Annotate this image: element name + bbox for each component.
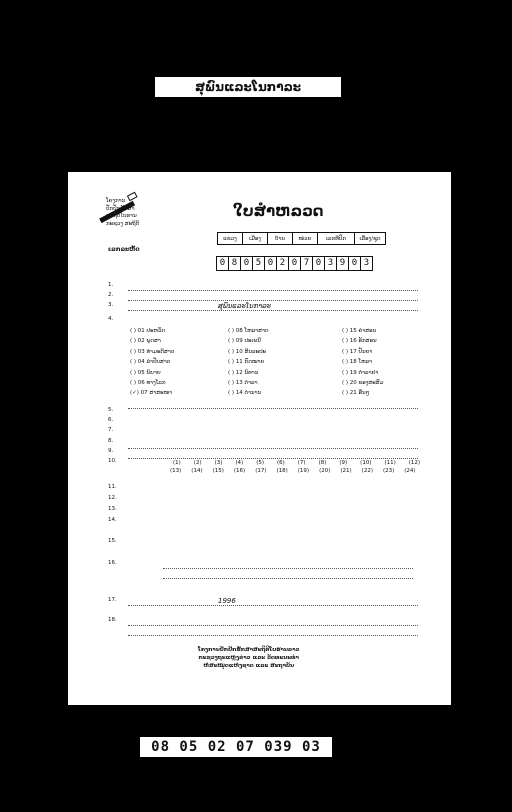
entry-line [128, 625, 418, 626]
item-number: 5. [108, 407, 114, 413]
item-number: 16. [108, 560, 117, 566]
footer-line: ໂຄງການປັກປັກຮັກສາສະຖິຕິໂບຮານລາວ [198, 647, 300, 653]
code-header: ເລື່ອງ/ຊຸດ [355, 233, 386, 245]
category-option: (✓) 07 ສາສະໜາ [130, 390, 173, 397]
category-option: ( ) 16 ອັກສອນ [342, 338, 377, 345]
footer-line: ກະຊວງຖະແຫຼງຂ່າວ ແລະ ວັດທະນະທໍາ [198, 655, 299, 661]
cell-number: (6) [276, 460, 285, 466]
code-digit: 5 [252, 256, 265, 271]
code-digit: 7 [300, 256, 313, 271]
org-line: ກະຊວງ ສະຖິຕິ [106, 220, 140, 227]
item-number: 2. [108, 292, 114, 298]
name-handwritten: ສຸພົນແລະໂນກາລະ [218, 302, 272, 310]
code-digit: 0 [312, 256, 325, 271]
category-option: ( ) 08 ໂຫລາສາດ [228, 328, 269, 334]
category-option: ( ) 02 ພຸດສາ [130, 338, 161, 345]
category-option: ( ) 12 ນິທານ [228, 369, 259, 376]
cell-number: (4) [235, 460, 244, 466]
entry-line [163, 568, 413, 569]
org-line: ປັກປັກຮັກສາ [106, 205, 135, 212]
item-number: 11. [108, 484, 117, 490]
category-option: ( ) 13 ຕໍາລາ [228, 380, 258, 387]
cell-number: (9) [339, 460, 348, 466]
item-number: 8. [108, 438, 114, 444]
entry-line [128, 310, 418, 311]
form-footer [198, 646, 299, 670]
cell-number: (11) [384, 460, 396, 466]
category-option: ( ) 15 ຄໍາສອນ [342, 328, 377, 334]
cell-number: (15) [212, 468, 224, 474]
category-option: ( ) 05 ນິຍາຍ [130, 369, 161, 376]
code-header: ເລກທີປົກ [318, 233, 355, 245]
cell-number: (7) [297, 460, 306, 466]
code-label: ເລກລະຫັດ [108, 246, 140, 253]
cell-number: (3) [214, 460, 223, 466]
code-digits [217, 256, 373, 271]
cell-number: (1) [173, 460, 181, 466]
cell-number: (18) [276, 468, 288, 474]
item-number: 17. [108, 597, 117, 603]
form-title: ໃບສໍາຫລວດ [233, 202, 324, 220]
cell-number: (24) [404, 468, 416, 474]
cell-number: (20) [319, 468, 331, 474]
cell-number: (12) [408, 460, 421, 466]
item-number: 18. [108, 617, 117, 623]
item-number: 12. [108, 495, 117, 501]
cell-number: (22) [361, 468, 373, 474]
header-label: ສຸພົນແລະໂນກາລະ [155, 77, 341, 97]
category-option: ( ) 09 ປະເພນີ [228, 338, 261, 345]
category-option: ( ) 04 ລໍາປັບສາດ [130, 359, 171, 366]
survey-form [68, 172, 451, 705]
category-option: ( ) 01 ປະຫວັດ [130, 328, 166, 334]
cell-number: (14) [191, 468, 203, 474]
item-number: 4. [108, 316, 114, 322]
category-column [342, 326, 384, 399]
code-digit: 3 [360, 256, 373, 271]
entry-line [128, 290, 418, 291]
code-digit: 2 [276, 256, 289, 271]
code-header: ໜ່ວຍ [293, 233, 318, 245]
entry-line [128, 408, 418, 409]
org-line: ສະຖິຕິໂບຮານ [106, 213, 137, 219]
date-handwritten: 1996 [218, 597, 236, 605]
cell-number: (13) [170, 468, 182, 474]
item-number: 7. [108, 427, 114, 433]
cell-number: (23) [382, 468, 395, 474]
item-number: 1. [108, 282, 114, 288]
code-digit: 0 [240, 256, 253, 271]
item-number: 15. [108, 538, 117, 544]
cell-number: (5) [256, 460, 264, 466]
footer-line: ຫໍສະໝຸດແຫ່ງຊາດ ແລະ ສະຖາບັນ [203, 663, 294, 669]
item-number: 14. [108, 517, 117, 523]
category-option: ( ) 11 ກົດໝາຍ [228, 359, 265, 366]
code-header-table [217, 232, 386, 245]
category-option: ( ) 10 ສິນລະປະ [228, 348, 266, 355]
code-header: ບ້ານ [268, 233, 293, 245]
category-option: ( ) 06 ທາງໂລກ [130, 380, 166, 387]
code-digit: 0 [348, 256, 361, 271]
item-number: 9. [108, 448, 114, 454]
entry-line [128, 448, 418, 449]
code-digit: 0 [288, 256, 301, 271]
item-number: 10. [108, 458, 117, 464]
entry-line [128, 635, 418, 636]
category-option: ( ) 19 ຕໍາລາຢາ [342, 369, 379, 376]
number-row-a [173, 460, 420, 466]
cell-number: (16) [233, 468, 246, 474]
cell-number: (17) [255, 468, 267, 474]
item-number: 3. [108, 302, 114, 308]
category-option: ( ) 20 ຂອງສະສົມ [342, 380, 384, 387]
footer-code-label: 08 05 02 07 039 03 [140, 737, 332, 757]
code-digit: 9 [336, 256, 349, 271]
category-option: ( ) 14 ຕໍານານ [228, 390, 262, 397]
code-digit: 3 [324, 256, 337, 271]
category-option: ( ) 18 ໂຫລາ [342, 359, 373, 366]
cell-number: (8) [318, 460, 327, 466]
org-line: ໂຄງການ [106, 198, 126, 204]
cell-number: (10) [360, 460, 372, 466]
code-header: ເມືອງ [243, 233, 268, 245]
code-header: ແຂວງ [218, 233, 243, 245]
cell-number: (21) [340, 468, 352, 474]
entry-line [128, 300, 418, 301]
category-option: ( ) 03 ທໍາມະຕິສາດ [130, 348, 175, 355]
entry-line [163, 578, 413, 579]
category-option: ( ) 17 ປັນຍາ [342, 348, 373, 355]
category-option: ( ) 21 ອື່ນໆ [342, 390, 370, 397]
code-digit: 0 [216, 256, 229, 271]
code-digit: 0 [264, 256, 277, 271]
entry-line [128, 458, 418, 459]
category-column [228, 326, 269, 399]
cell-number: (2) [193, 460, 202, 466]
entry-line [128, 605, 418, 606]
organization-lines [106, 198, 139, 228]
category-column [130, 326, 174, 399]
code-digit: 8 [228, 256, 241, 271]
item-number: 13. [108, 506, 117, 512]
item-number: 6. [108, 417, 114, 423]
cell-number: (19) [297, 468, 310, 474]
number-row-b [170, 468, 416, 474]
